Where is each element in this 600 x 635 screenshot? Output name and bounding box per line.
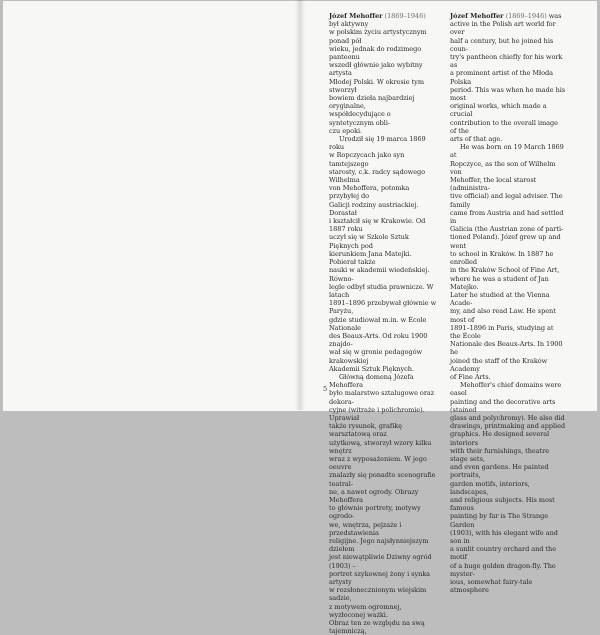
- text-line: and religious subjects. His most famous: [450, 495, 555, 513]
- text-line: Nationale des Beaux-Arts. In 1900 he: [450, 340, 563, 357]
- text-line: wszedł głównie jako wybitny artysta: [329, 61, 423, 78]
- polish-author-years: (1869–1946): [384, 12, 426, 20]
- text-line: von Mehoffera, potomka przybyłej do: [329, 184, 410, 201]
- text-line: in the Kraków School of Fine Art,: [450, 266, 560, 275]
- text-line: z motywem ogromnej, wyzłoconej ważki.: [329, 602, 402, 619]
- text-line: of Fine Arts.: [450, 372, 491, 381]
- text-line: było malarstwo sztalugowe oraz dekora-: [329, 389, 435, 406]
- english-paragraph-2: [450, 143, 566, 381]
- polish-paragraph-3: [329, 373, 437, 635]
- text-line: a sunlit country orchard and the motif: [450, 545, 557, 562]
- polish-author-name: Józef Mehoffer: [329, 12, 383, 20]
- text-line: Akademii Sztuk Pięknych.: [329, 364, 414, 373]
- polish-paragraph-2: [329, 135, 437, 373]
- text-line: starosty, c.k. radcy sądowego Wilhelma: [329, 167, 426, 185]
- text-line: came from Austria and had settled in: [450, 208, 564, 226]
- text-line: cyjne (witraże i polichromie). Uprawiał: [329, 405, 425, 422]
- text-line: we, wnętrza, pejzaże i przedstawienia: [329, 520, 402, 537]
- text-line: użytkową, stworzył wzory kilku wnętrz: [329, 438, 432, 455]
- text-line: 1891–1896 in Paris, studying at the École: [450, 323, 554, 340]
- text-line: Młodej Polski. W okresie tym stworzył: [329, 77, 424, 94]
- text-line: active in the Polish art world for over: [450, 20, 556, 37]
- text-line: 1891–1896 przebywał głównie w Paryżu,: [329, 299, 437, 316]
- text-line: tioned Poland). Józef grew up and went: [450, 233, 561, 250]
- text-line: w polskim życiu artystycznym ponad pół: [329, 28, 427, 45]
- english-paragraph-1: [450, 12, 566, 20]
- text-line: Galicia (the Austrian zone of parti-: [450, 225, 564, 234]
- polish-paragraph-1: [329, 12, 437, 28]
- text-line: garden motifs, interiors, landscapes,: [450, 479, 530, 496]
- text-line: Ropczyce, as the son of Wilhelm von: [450, 159, 556, 176]
- english-author-years: (1869–1946): [505, 12, 547, 20]
- english-p1-first-line-end: was: [546, 12, 562, 20]
- book-gutter: [295, 0, 305, 410]
- text-line: my, and also read Law. He spent most of: [450, 307, 556, 324]
- text-line: graphics. He designed several interiors: [450, 430, 550, 447]
- text-line: nauki w akademii wiedeńskiej. Równo-: [329, 266, 430, 283]
- text-line: wraz z wyposażeniem. W jego oeuvre: [329, 454, 427, 472]
- text-line: portret szykownej żony i synka artysty: [329, 569, 431, 587]
- page-number: 5: [323, 385, 328, 393]
- text-line: painting by far is The Strange Garden: [450, 512, 549, 529]
- text-line: kierunkiem Jana Matejki. Pobierał także: [329, 249, 412, 267]
- text-line: ious, somewhat fairy-tale atmosphere: [450, 578, 533, 595]
- polish-text-column: [329, 12, 437, 635]
- text-line: to school in Kraków. In 1887 he enrolled: [450, 249, 554, 267]
- text-line: contribution to the overall image of the: [450, 118, 558, 135]
- text-line: Obraz ten ze względu na swą tajemniczą,: [329, 619, 425, 635]
- text-line: tive official) and legal adviser. The family: [450, 192, 563, 209]
- text-line: Główną domeną Józefa Mehoffera: [329, 372, 414, 390]
- text-line: where he was a student of Jan Matejko.: [450, 274, 549, 291]
- text-line: w rozsłonecznionym wiejskim sadzie,: [329, 586, 427, 603]
- text-line: painting and the decorative arts (stained: [450, 397, 556, 414]
- text-line: znalazły się ponadto scenografie teatral-: [329, 471, 436, 488]
- text-line: w Ropczycach jako syn tamtejszego: [329, 151, 405, 168]
- text-line: to głównie portrety, motywy ogrodo-: [329, 504, 421, 521]
- text-line: des Beaux-Arts. Od roku 1900 znajdo-: [329, 331, 428, 349]
- text-line: He was born on 19 March 1869 at: [450, 143, 564, 160]
- text-line: of a huge golden dragon-fly. The myster-: [450, 561, 556, 578]
- polish-p1-first-line-end: był aktywny: [329, 20, 369, 29]
- text-line: Mehoffer, the local starost (administra-: [450, 176, 537, 193]
- text-line: jest niewątpliwie Dziwny ogród (1903) –: [329, 553, 432, 570]
- text-line: ne, a nawet ogrody. Obrazy Mehoffera: [329, 487, 419, 504]
- text-line: a prominent artist of the Młoda Polska: [450, 69, 553, 86]
- text-line: także rysunek, grafikę warsztatową oraz: [329, 422, 403, 439]
- text-line: joined the staff of the Kraków Academy: [450, 356, 548, 373]
- text-line: wał się w gronie pedagogów krakowskiej: [329, 348, 423, 365]
- text-line: uczył się w Szkole Sztuk Pięknych pod: [329, 233, 409, 250]
- text-line: arts of that age.: [450, 135, 503, 144]
- text-line: czu epoki.: [329, 126, 363, 135]
- polish-paragraph-1-lines: [329, 28, 437, 135]
- text-line: współdecydujące o syntetycznym obli-: [329, 110, 391, 127]
- text-line: Galicji rodziny austriackiej. Dorastał: [329, 200, 419, 217]
- text-line: Urodził się 19 marca 1869 roku: [329, 135, 426, 152]
- text-line: half a century, but he joined his coun-: [450, 36, 554, 53]
- text-line: religijne. Jego najsłynniejszym dziełem: [329, 537, 429, 554]
- text-line: and even gardens. He painted portraits,: [450, 463, 549, 480]
- text-line: bowiem dzieła najbardziej oryginalne,: [329, 94, 415, 111]
- english-paragraph-3: [450, 381, 566, 594]
- text-line: glass and polychromy). He also did: [450, 413, 565, 422]
- text-line: legle odbył studia prawnicze. W latach: [329, 282, 434, 299]
- text-line: Mehoffer's chief domains were easel: [450, 381, 562, 398]
- text-line: gdzie studiował m.in. w École Nationale: [329, 315, 427, 332]
- text-line: wieku, jednak do rodzimego panteonu: [329, 44, 422, 62]
- text-line: period. This was when he made his most: [450, 85, 566, 103]
- text-line: original works, which made a crucial: [450, 102, 547, 119]
- text-line: i kształcił się w Krakowie. Od 1887 roku: [329, 217, 426, 234]
- text-line: Later he studied at the Vienna Acade-: [450, 290, 550, 308]
- english-author-name: Józef Mehoffer: [450, 12, 504, 20]
- text-line: try's pantheon chiefly for his work as: [450, 53, 563, 70]
- text-line: (1903), with his elegant wife and son in: [450, 528, 558, 545]
- text-line: drawings, printmaking and applied: [450, 422, 566, 431]
- english-paragraph-1-lines: [450, 20, 566, 143]
- english-text-column: [450, 12, 566, 594]
- text-line: with their furnishings, theatre stage sets,: [450, 446, 550, 463]
